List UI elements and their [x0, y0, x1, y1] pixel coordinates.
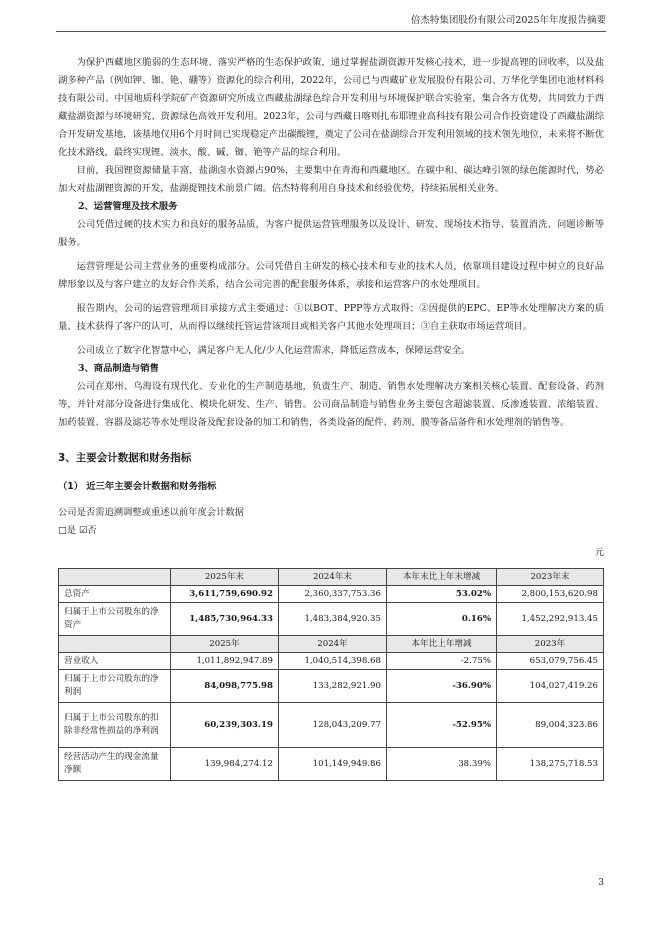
page-number: 3 — [598, 878, 604, 888]
header-divider — [56, 31, 606, 32]
value-2023: 653,079,756.45 — [497, 653, 604, 670]
change-value: 0.16% — [387, 603, 497, 636]
table-row — [59, 586, 604, 603]
body-paragraph: 报告期内，公司的运营管理项目承接方式主要通过：①以BOT、PPP等方式取得；②因提供的EPC、EP等水处理解决方案的质量、技术获得了客户的认可，从而得以继续托管运营该项目或相关客户其他水处理项目；③自主获取市场运营项目。 — [58, 303, 604, 332]
operations-heading: 2、运营管理及技术服务 — [78, 201, 178, 212]
value-2023: 2,800,153,620.98 — [497, 586, 604, 603]
table-header-cell: 2023年 — [497, 636, 604, 653]
table-header-cell: 2024年 — [279, 636, 387, 653]
value-2023: 104,027,419.26 — [497, 670, 604, 703]
value-2024: 128,043,209.77 — [279, 703, 387, 748]
change-value: -2.75% — [387, 653, 497, 670]
body-paragraph: 目前，我国锂资源储量丰富，盐湖卤水资源占90%，主要集中在青海和西藏地区。在碳中和、碳达峰引领的绿色能源时代，势必加大对盐湖锂资源的开发，盐湖提锂技术前景广阔。倍杰特将利用自身技术和经验优势，持续拓展相关业务。 — [58, 165, 604, 194]
table-row — [59, 748, 604, 781]
table-row — [59, 670, 604, 703]
table-header-row — [59, 569, 604, 586]
body-paragraph: 运营管理是公司主营业务的重要构成部分。公司凭借自主研发的核心技术和专业的技术人员，依靠项目建设过程中树立的良好品牌形象以及与客户建立的友好合作关系，结合公司完善的配套服务体系，承接和运营客户的水处理项目。 — [58, 261, 604, 290]
restatement-answer: □是 ☑否 — [58, 525, 97, 536]
section-heading: 3、主要会计数据和财务指标 — [58, 452, 192, 464]
currency-unit: 元 — [594, 547, 604, 558]
body-paragraph: 为保护西藏地区脆弱的生态环境、落实严格的生态保护政策，通过掌握盐湖资源开发核心技术，进一步提高锂的回收率，以及盐湖多种产品（例如钾、铷、铯、硼等）资源化的综合利用，2022年，公司已与西藏矿业发展股份有限公司、万华化学集团电池材料科技有限公司、中国地质科学院矿产资源研究所成立西藏盐湖绿色综合开发利用与环境保护联合实验室，集合各方优势，共同致力于西藏盐湖资源与环境研究、资源绿色高效开发利用。2023年，公司与西藏日喀则扎布耶锂业高科技有限公司合作投资建设了西藏盐湖综合开发研发基地，该基地仅用6个月时间已实现稳定产出碳酸锂，奠定了公司在盐湖综合开发利用领域的技术领先地位，未来将不断优化技术路线，最终实现锂、淡水、酸、碱、铷、铯等产品的综合利用。 — [58, 57, 604, 158]
financial-data-table — [58, 568, 604, 781]
value-2024: 133,282,921.90 — [279, 670, 387, 703]
body-paragraph: 公司成立了数字化智慧中心，满足客户无人化/少人化运营需求，降低运营成本，保障运营安全。 — [76, 345, 471, 356]
subsection-heading: （1） 近三年主要会计数据和财务指标 — [58, 481, 217, 492]
table-header-cell — [59, 636, 171, 653]
table-header-cell — [59, 569, 171, 586]
value-2024: 2,360,337,753.36 — [279, 586, 387, 603]
page-body — [58, 54, 604, 781]
row-label: 营业收入 — [59, 653, 171, 670]
row-label: 总资产 — [59, 586, 171, 603]
change-value: 53.02% — [387, 586, 497, 603]
table-header-cell: 本年末比上年末增减 — [387, 569, 497, 586]
change-value: -36.90% — [387, 670, 497, 703]
table-row — [59, 703, 604, 748]
table-header-cell: 2025年 — [171, 636, 279, 653]
document-header-title: 倍杰特集团股份有限公司2025年年度报告摘要 — [410, 15, 606, 26]
row-label: 经营活动产生的现金流量净额 — [59, 748, 171, 781]
change-value: -52.95% — [387, 703, 497, 748]
table-header-row — [59, 636, 604, 653]
value-2025: 1,485,730,964.33 — [171, 603, 279, 636]
value-2025: 84,098,775.98 — [171, 670, 279, 703]
value-2025: 60,239,303.19 — [171, 703, 279, 748]
value-2024: 1,483,384,920.35 — [279, 603, 387, 636]
value-2025: 1,011,892,947.89 — [171, 653, 279, 670]
table-row — [59, 603, 604, 636]
table-header-cell: 2025年末 — [171, 569, 279, 586]
value-2023: 89,004,323.86 — [497, 703, 604, 748]
body-paragraph: 公司凭借过硬的技术实力和良好的服务品质，为客户提供运营管理服务以及设计、研发、现场技术指导、装置消洗、问题诊断等服务。 — [58, 219, 604, 248]
row-label: 归属于上市公司股东的扣除非经常性损益的净利润 — [59, 703, 171, 748]
table-header-cell: 2024年末 — [279, 569, 387, 586]
table-header-cell: 本年比上年增减 — [387, 636, 497, 653]
products-heading: 3、商品制造与销售 — [78, 363, 159, 374]
value-2023: 1,452,292,913.45 — [497, 603, 604, 636]
value-2023: 138,275,718.53 — [497, 748, 604, 781]
value-2025: 3,611,759,690.92 — [171, 586, 279, 603]
table-row — [59, 653, 604, 670]
value-2025: 139,984,274.12 — [171, 748, 279, 781]
value-2024: 1,040,514,398.68 — [279, 653, 387, 670]
body-paragraph: 公司在郑州、乌海设有现代化、专业化的生产制造基地，负责生产、制造、销售水处理解决方案相关核心装置、配套设备、药剂等，并针对部分设备进行集成化、模块化研发、生产、销售。公司商品制造与销售业务主要包含超滤装置、反渗透装置、浓缩装置、加药装置、容器及滤芯等水处理设备及配套设备的加工和销售，各类设备的配件、药剂、膜等备品备件和水处理剂的销售等。 — [58, 381, 604, 428]
row-label: 归属于上市公司股东的净利润 — [59, 670, 171, 703]
change-value: 38.39% — [387, 748, 497, 781]
value-2024: 101,149,949.86 — [279, 748, 387, 781]
table-header-cell: 2023年末 — [497, 569, 604, 586]
row-label: 归属于上市公司股东的净资产 — [59, 603, 171, 636]
restatement-question: 公司是否需追溯调整或重述以前年度会计数据 — [58, 507, 244, 518]
